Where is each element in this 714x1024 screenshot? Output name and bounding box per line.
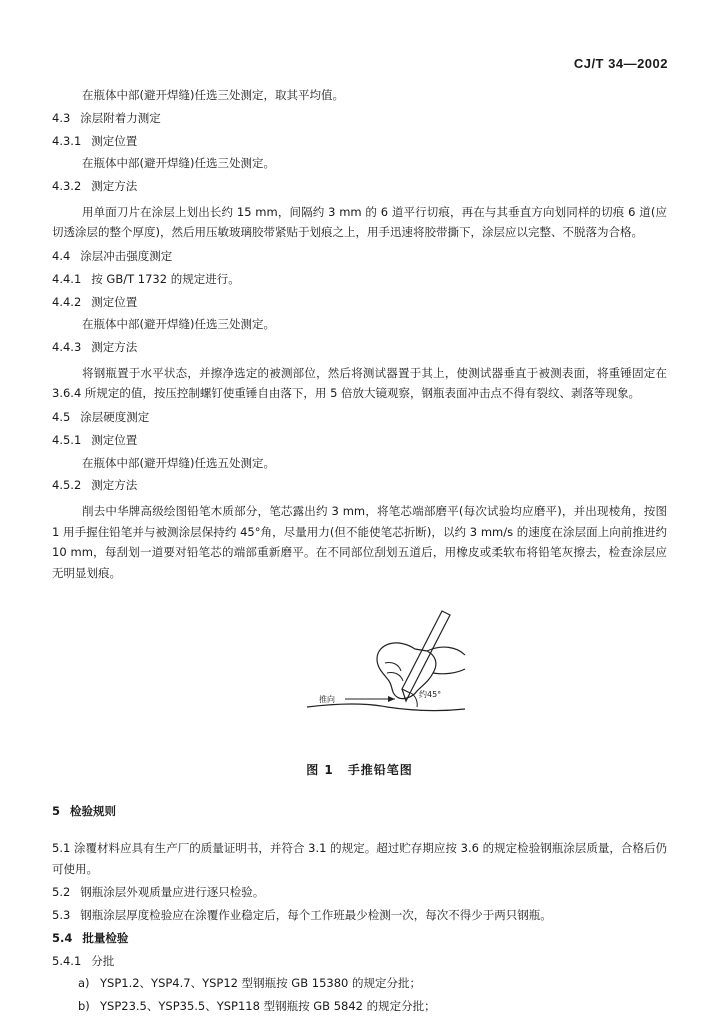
clause-line: [52, 340, 667, 355]
clause-line: [52, 295, 667, 310]
list-item: [52, 976, 667, 991]
clause-line: [52, 478, 667, 493]
clause-line: [52, 249, 667, 264]
clause-number: 4.4.1: [52, 271, 82, 286]
figure-title: 手推铅笔图: [347, 763, 413, 778]
text-line: 在瓶体中部(避开焊缝)任选三处测定，取其平均值。: [82, 88, 344, 102]
clause-line: [52, 931, 667, 946]
clause-line: [52, 954, 667, 969]
figure-1: [52, 589, 667, 759]
clause-number: 4.5.1: [52, 432, 82, 447]
finger-2: [387, 673, 403, 682]
section-5-content: [52, 838, 667, 1014]
push-arrow-head: [388, 696, 395, 702]
paragraph: 削去中华牌高级绘图铅笔木质部分，笔芯露出约 3 mm，将笔芯端部磨平(每次试验均应磨平)，并出现棱角，按图 1 用手握住铅笔并与被测涂层保持约 45°角，尽量用力(但不能使笔芯折断)，以约 3 mm/s 的速度在涂层面上向前推进约 10 mm，每刮划一道要对铅笔芯的端部重新磨平。在不同部位刮划五道后，用橡皮或柔软布将铅笔灰擦去，检查涂层应无明显划痕。: [52, 504, 667, 580]
clause-line: [52, 179, 667, 194]
clause-number: 4.4.3: [52, 340, 82, 355]
clause-line: [52, 885, 667, 900]
clause-number: 4.3.2: [52, 179, 82, 194]
clause-number: 5.3: [52, 907, 71, 922]
clause-text: 钢瓶涂层外观质量应进行逐只检验。: [80, 885, 265, 900]
section-5-title: 检验规则: [70, 804, 117, 819]
pencil: [402, 611, 450, 693]
text-line: 在瓶体中部(避开焊缝)任选三处测定。: [82, 317, 275, 332]
list-text: YSP23.5、YSP35.5、YSP118 型钢瓶按 GB 5842 的规定分批；: [100, 999, 436, 1014]
section-5-heading: [52, 804, 667, 819]
wrist: [427, 647, 465, 655]
surface-line: [307, 704, 465, 711]
section-5-number: 5: [52, 804, 61, 819]
standard-code: CJ/T 34—2002: [573, 56, 668, 71]
clause-text: 分批: [91, 953, 115, 968]
clause-text: 测定方法: [91, 478, 138, 493]
clause-text: 测定位置: [91, 294, 138, 309]
wrist-lower: [433, 669, 465, 674]
clause-number: 5.2: [52, 885, 71, 900]
angle-arc: [411, 693, 417, 707]
clause-line: [52, 111, 667, 126]
push-label: 推向: [319, 695, 335, 705]
clause-number: 4.4: [52, 248, 71, 263]
clause-text: 涂层附着力测定: [80, 110, 161, 125]
text-line: 在瓶体中部(避开焊缝)任选三处测定。: [82, 156, 275, 171]
clause-text: 钢瓶涂层厚度检验应在涂覆作业稳定后，每个工作班最少检测一次，每次不得少于两只钢瓶。: [80, 907, 552, 922]
clause-line: [52, 272, 667, 287]
clause-line: [52, 410, 667, 425]
clause-number: 5.4: [52, 930, 73, 945]
paragraph: 用单面刀片在涂层上划出长约 15 mm，间隔约 3 mm 的 6 道平行切痕，再在与其垂直方向划同样的切痕 6 道(应切透涂层的整个厚度)，然后用压敏玻璃胶带紧贴于划痕之上，用手迅速将胶带撕下，涂层应以完整、不脱落为合格。: [52, 204, 667, 240]
pencil-hand-illustration: [267, 589, 467, 759]
clause-line: [52, 908, 667, 923]
clause-number: 4.5.2: [52, 478, 82, 493]
clause-text: 测定方法: [91, 179, 138, 194]
clause-number: 4.4.2: [52, 294, 82, 309]
document-body: [52, 88, 667, 1022]
clause-number: 4.5: [52, 409, 71, 424]
clause-text: 涂层冲击强度测定: [80, 248, 173, 263]
finger-1: [385, 663, 401, 672]
clause-text: 批量检验: [82, 930, 129, 945]
figure-caption: [52, 761, 667, 778]
list-marker: a): [78, 976, 90, 991]
clause-line: [52, 433, 667, 448]
text-line: 在瓶体中部(避开焊缝)任选五处测定。: [82, 455, 275, 470]
clause-text: 测定方法: [91, 340, 138, 355]
paragraph: 5.1 涂覆材料应具有生产厂的质量证明书，并符合 3.1 的规定。超过贮存期应按 3.6 的规定检验钢瓶涂层质量，合格后仍可使用。: [52, 841, 667, 876]
clause-text: 测定位置: [91, 133, 138, 148]
clause-number: 4.3.1: [52, 133, 82, 148]
clause-text: 按 GB/T 1732 的规定进行。: [91, 271, 240, 286]
clause-number: 5.4.1: [52, 953, 82, 968]
figure-number: 图 1: [306, 763, 334, 778]
clause-number: 4.3: [52, 110, 71, 125]
clause-text: 涂层硬度测定: [80, 409, 150, 424]
list-item: [52, 999, 667, 1014]
clause-line: [52, 134, 667, 149]
list-marker: b): [78, 999, 90, 1014]
clause-text: 测定位置: [91, 432, 138, 447]
paragraph: 将钢瓶置于水平状态，并擦净选定的被测部位，然后将测试器置于其上，使测试器垂直于被测表面，将重锤固定在 3.6.4 所规定的值，按压控制螺钉使重锤自由落下，用 5 倍放大镜观察，钢瓶表面冲击点不得有裂纹、剥落等现象。: [52, 365, 667, 401]
section-4-content: [52, 88, 667, 583]
angle-label: 约45°: [419, 690, 442, 700]
list-text: YSP1.2、YSP4.7、YSP12 型钢瓶按 GB 15380 的规定分批；: [100, 976, 421, 991]
